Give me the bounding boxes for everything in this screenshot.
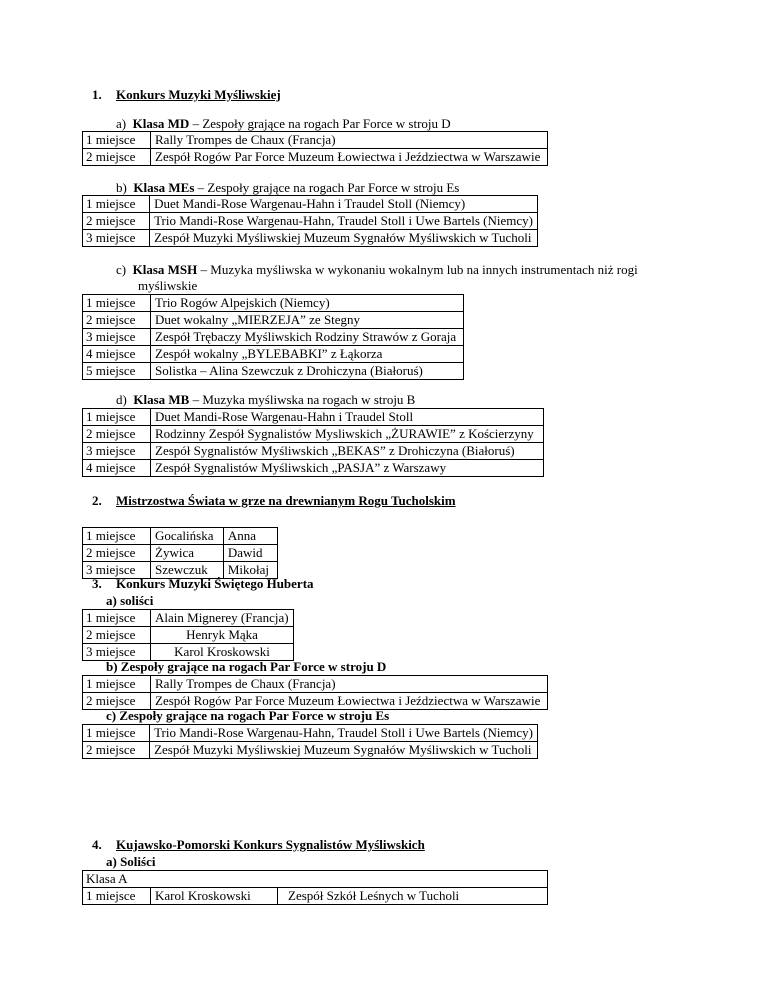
winner-cell: Rally Trompes de Chaux (Francja): [151, 132, 548, 149]
table-row: [83, 196, 538, 213]
place-cell: 2 miejsce: [83, 312, 151, 329]
school-cell: Zespół Szkół Leśnych w Tucholi: [278, 888, 548, 905]
class-mb-table: [82, 408, 544, 477]
place-cell: 2 miejsce: [83, 545, 151, 562]
place-cell: 1 miejsce: [83, 409, 151, 426]
section-3b-label: b) Zespoły grające na rogach Par Force w stroju D: [106, 659, 387, 674]
winner-cell: Karol Kroskowski: [151, 888, 278, 905]
firstname-cell: Anna: [223, 528, 277, 545]
table-row: [83, 460, 544, 477]
class-name: Klasa MD: [132, 116, 190, 131]
section-2-number: 2.: [92, 493, 102, 508]
class-desc: – Zespoły grające na rogach Par Force w stroju Es: [194, 180, 460, 195]
section-4-number: 4.: [92, 837, 102, 852]
class-name: Klasa MB: [133, 392, 190, 407]
winner-cell: Zespół Rogów Par Force Muzeum Łowiectwa i Jeździectwa w Warszawie: [151, 693, 548, 710]
place-cell: 2 miejsce: [83, 149, 151, 166]
winner-cell: Rodzinny Zespół Sygnalistów Mysliwskich „ŻURAWIE” z Kościerzyny: [151, 426, 544, 443]
table-row: [83, 132, 548, 149]
table-row: [83, 409, 544, 426]
class-md-heading: [116, 116, 451, 132]
table-row: [83, 627, 294, 644]
place-cell: 3 miejsce: [83, 329, 151, 346]
place-cell: 2 miejsce: [83, 742, 150, 759]
section-2-title: Mistrzostwa Świata w grze na drewnianym Rogu Tucholskim: [116, 493, 456, 508]
table-row: [83, 295, 464, 312]
class-desc: – Zespoły grające na rogach Par Force w stroju D: [189, 116, 451, 131]
winner-cell: Duet wokalny „MIERZEJA” ze Stegny: [151, 312, 464, 329]
section-4-title: Kujawsko-Pomorski Konkurs Sygnalistów Myśliwskich: [116, 837, 425, 852]
firstname-cell: Mikołaj: [223, 562, 277, 579]
place-cell: 2 miejsce: [83, 693, 151, 710]
place-cell: 1 miejsce: [83, 132, 151, 149]
winner-cell: Henryk Mąka: [151, 627, 294, 644]
winner-cell: Zespół Sygnalistów Myśliwskich „PASJA” z Warszawy: [151, 460, 544, 477]
ensembles-es-table: [82, 724, 538, 759]
firstname-cell: Dawid: [223, 545, 277, 562]
place-cell: 3 miejsce: [83, 443, 151, 460]
class-letter: a): [116, 116, 127, 131]
table-row: [83, 545, 278, 562]
place-cell: 4 miejsce: [83, 460, 151, 477]
table-row: [83, 644, 294, 661]
class-md-table: [82, 131, 548, 166]
winner-cell: Zespół Muzyki Myśliwskiej Muzeum Sygnałów Myśliwskich w Tucholi: [150, 230, 538, 247]
surname-cell: Szewczuk: [151, 562, 224, 579]
table-row: [83, 346, 464, 363]
class-letter: c): [116, 262, 127, 277]
class-desc: – Muzyka myśliwska na rogach w stroju B: [189, 392, 416, 407]
class-desc: – Muzyka myśliwska w wykonaniu wokalnym lub na innych instrumentach niż rogi: [197, 262, 638, 277]
place-cell: 3 miejsce: [83, 644, 151, 661]
class-label-cell: Klasa A: [83, 871, 548, 888]
table-row: [83, 213, 538, 230]
winner-cell: Zespół Rogów Par Force Muzeum Łowiectwa i Jeździectwa w Warszawie: [151, 149, 548, 166]
section-1-title: Konkurs Muzyki Myśliwskiej: [116, 87, 281, 102]
place-cell: 5 miejsce: [83, 363, 151, 380]
signallers-table: [82, 870, 548, 905]
horn-championship-table: [82, 527, 278, 579]
section-3-title: Konkurs Muzyki Świętego Huberta: [116, 576, 314, 591]
place-cell: 1 miejsce: [83, 295, 151, 312]
class-name: Klasa MSH: [132, 262, 198, 277]
table-row: [83, 676, 548, 693]
place-cell: 3 miejsce: [83, 562, 151, 579]
class-msh-table: [82, 294, 464, 380]
surname-cell: Żywica: [151, 545, 224, 562]
class-mes-heading: [116, 180, 459, 196]
section-3-number: 3.: [92, 576, 102, 591]
table-row: [83, 329, 464, 346]
class-name: Klasa MEs: [133, 180, 195, 195]
winner-cell: Karol Kroskowski: [151, 644, 294, 661]
place-cell: 3 miejsce: [83, 230, 150, 247]
soloists-table: [82, 609, 294, 661]
winner-cell: Rally Trompes de Chaux (Francja): [151, 676, 548, 693]
table-row: [83, 888, 548, 905]
surname-cell: Gocalińska: [151, 528, 224, 545]
section-1-number: 1.: [92, 87, 102, 102]
winner-cell: Zespół Muzyki Myśliwskiej Muzeum Sygnałów Myśliwskich w Tucholi: [150, 742, 538, 759]
section-4a-label: a) Soliści: [106, 854, 156, 869]
winner-cell: Zespół Trębaczy Myśliwskich Rodziny Strawów z Goraja: [151, 329, 464, 346]
table-row: [83, 610, 294, 627]
table-row: [83, 426, 544, 443]
section-3a-label: a) soliści: [106, 593, 154, 608]
place-cell: 1 miejsce: [83, 676, 151, 693]
table-row: [83, 528, 278, 545]
winner-cell: Duet Mandi-Rose Wargenau-Hahn i Traudel Stoll: [151, 409, 544, 426]
class-letter: d): [116, 392, 127, 407]
place-cell: 2 miejsce: [83, 426, 151, 443]
table-row: [83, 693, 548, 710]
class-mb-heading: [116, 392, 415, 408]
table-row: [83, 149, 548, 166]
winner-cell: Solistka – Alina Szewczuk z Drohiczyna (Białoruś): [151, 363, 464, 380]
table-row: [83, 871, 548, 888]
class-msh-heading: [116, 262, 638, 278]
table-row: [83, 742, 538, 759]
class-letter: b): [116, 180, 127, 195]
place-cell: 1 miejsce: [83, 528, 151, 545]
winner-cell: Trio Mandi-Rose Wargenau-Hahn, Traudel Stoll i Uwe Bartels (Niemcy): [150, 725, 538, 742]
place-cell: 2 miejsce: [83, 627, 151, 644]
winner-cell: Zespół wokalny „BYLEBABKI” z Łąkorza: [151, 346, 464, 363]
winner-cell: Trio Mandi-Rose Wargenau-Hahn, Traudel Stoll i Uwe Bartels (Niemcy): [150, 213, 538, 230]
section-3c-label: c) Zespoły grające na rogach Par Force w stroju Es: [106, 708, 390, 723]
place-cell: 4 miejsce: [83, 346, 151, 363]
winner-cell: Alain Mignerey (Francja): [151, 610, 294, 627]
ensembles-d-table: [82, 675, 548, 710]
table-row: [83, 443, 544, 460]
class-mes-table: [82, 195, 538, 247]
table-row: [83, 725, 538, 742]
place-cell: 1 miejsce: [83, 888, 151, 905]
table-row: [83, 312, 464, 329]
winner-cell: Duet Mandi-Rose Wargenau-Hahn i Traudel Stoll (Niemcy): [150, 196, 538, 213]
place-cell: 2 miejsce: [83, 213, 150, 230]
place-cell: 1 miejsce: [83, 725, 150, 742]
winner-cell: Zespół Sygnalistów Myśliwskich „BEKAS” z Drohiczyna (Białoruś): [151, 443, 544, 460]
table-row: [83, 363, 464, 380]
table-row: [83, 230, 538, 247]
class-msh-desc-cont: myśliwskie: [138, 278, 198, 293]
place-cell: 1 miejsce: [83, 196, 150, 213]
winner-cell: Trio Rogów Alpejskich (Niemcy): [151, 295, 464, 312]
place-cell: 1 miejsce: [83, 610, 151, 627]
